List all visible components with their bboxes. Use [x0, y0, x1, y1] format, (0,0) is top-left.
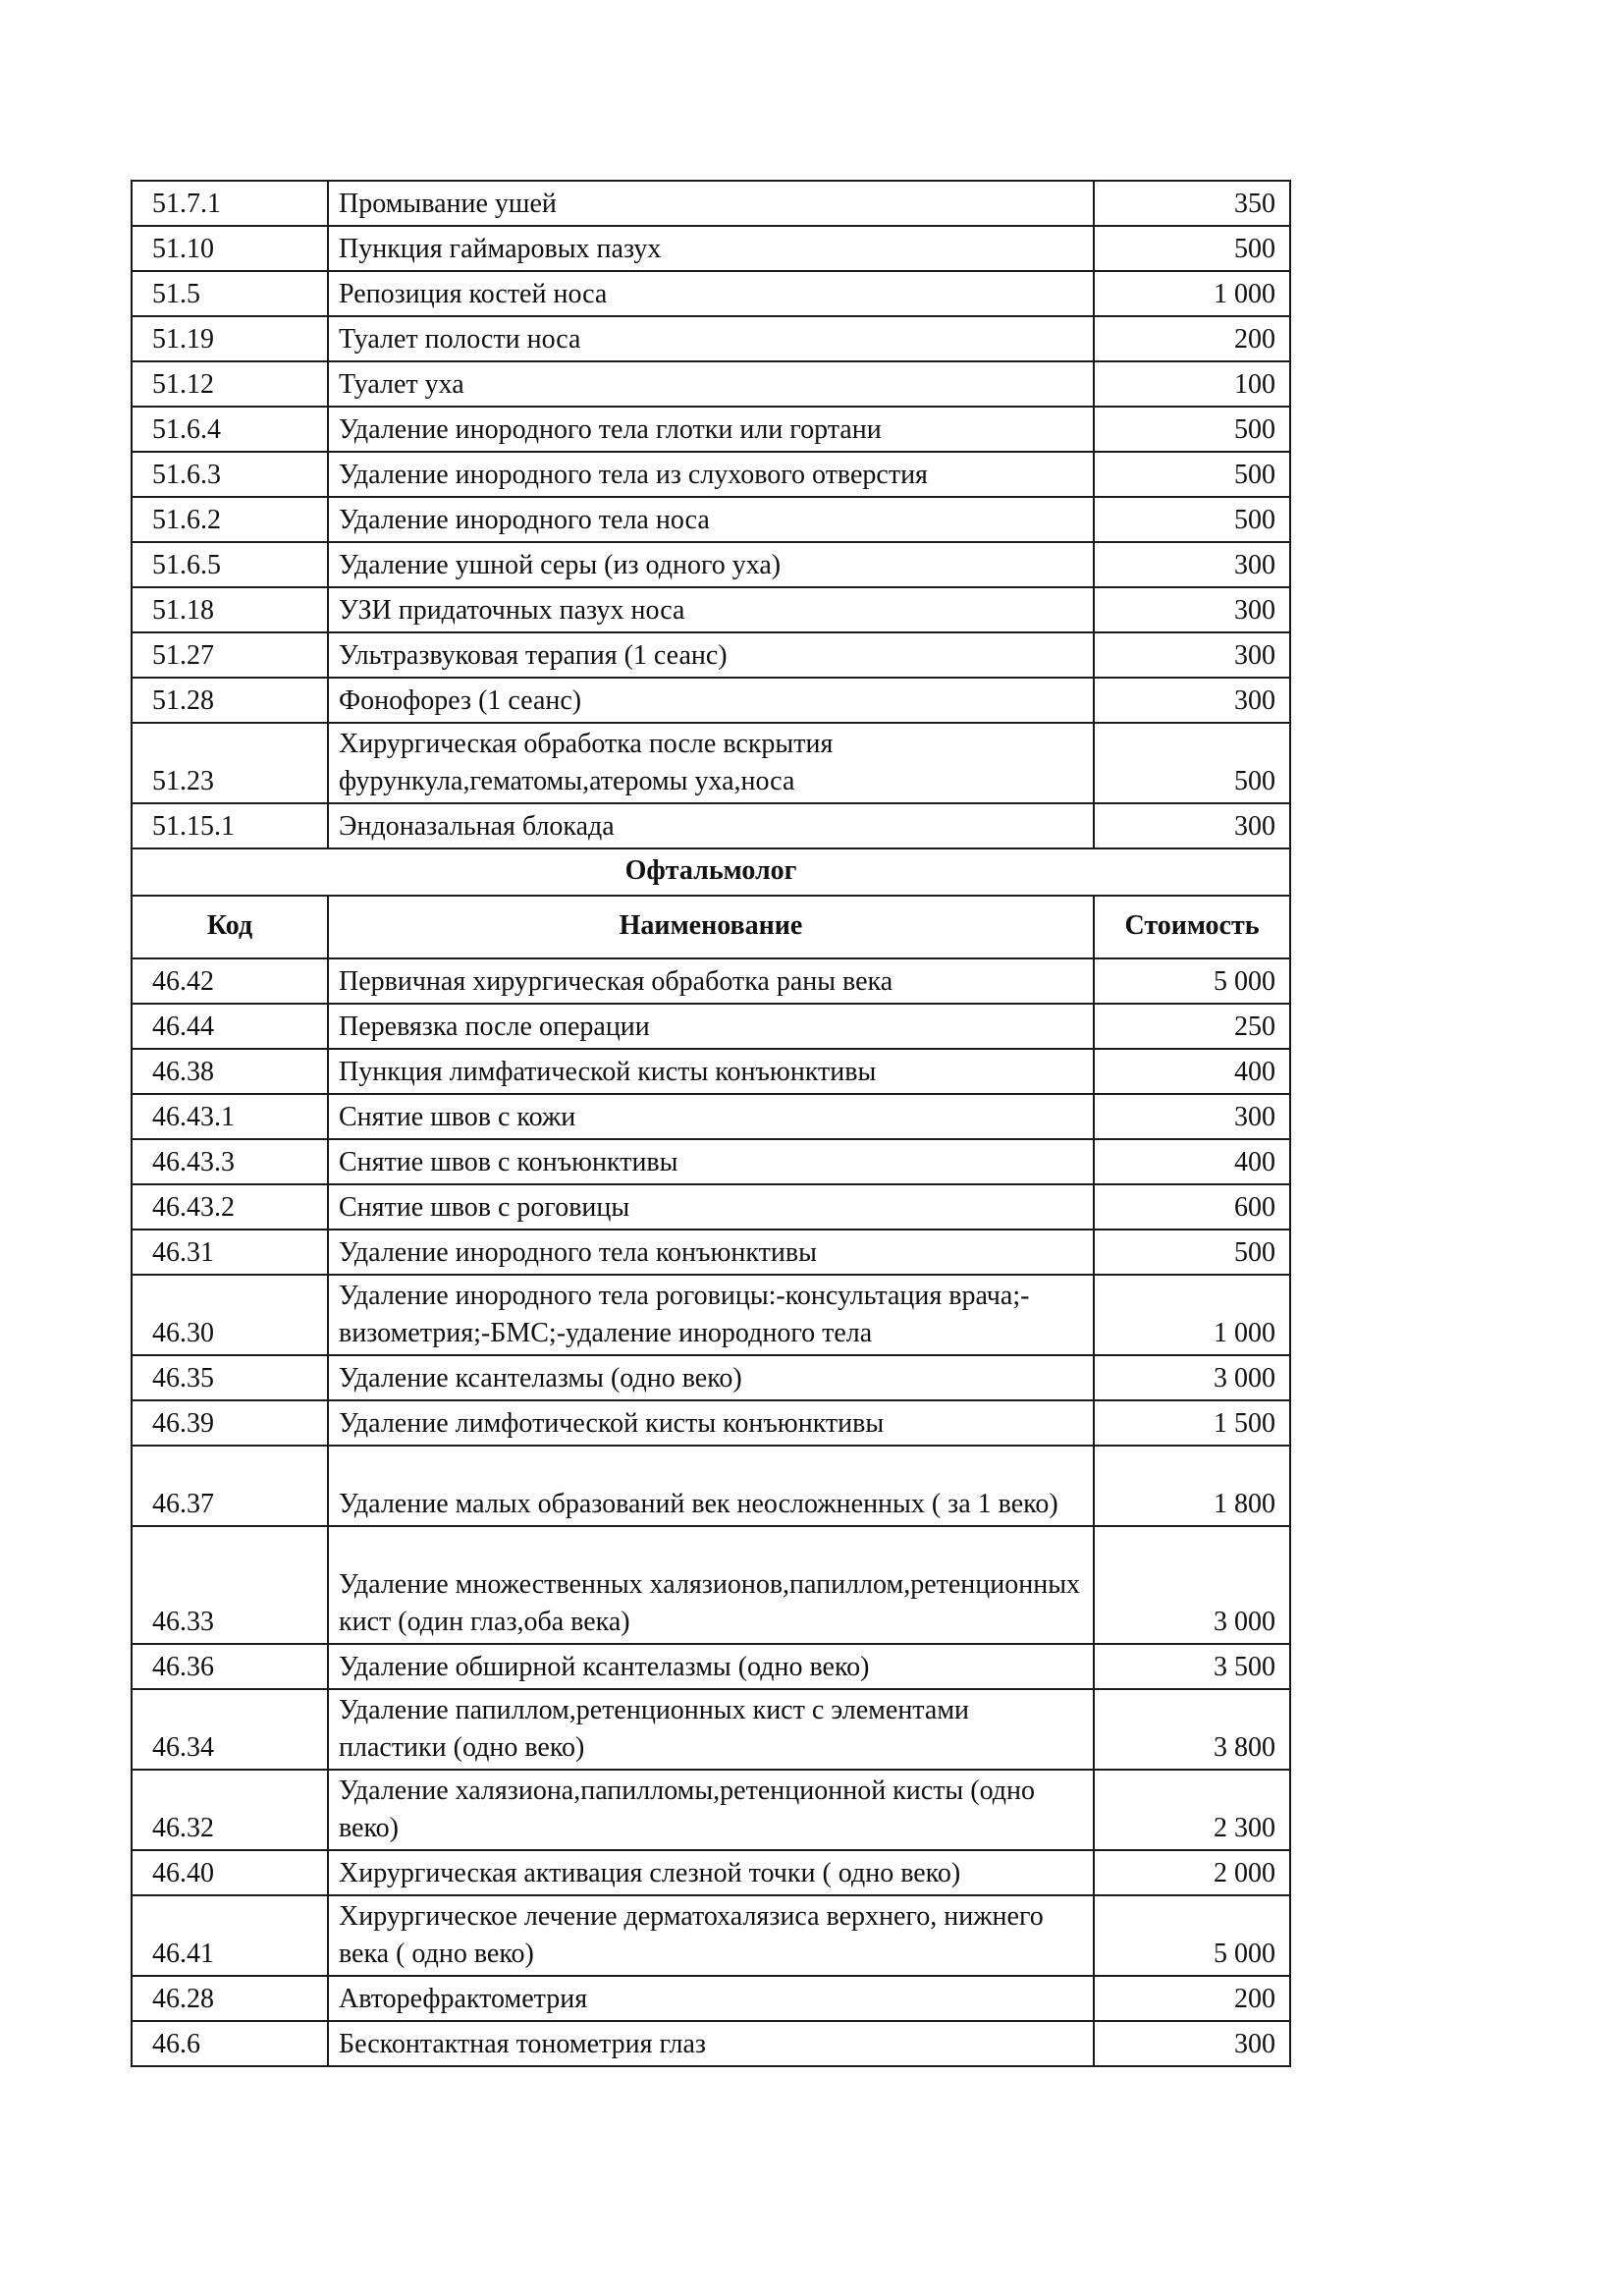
table-row [132, 1770, 1290, 1850]
name-cell: Пункция гаймаровых пазух [328, 226, 1094, 271]
column-header-row [132, 896, 1290, 958]
price-cell: 500 [1094, 226, 1290, 271]
code-cell: 51.12 [132, 361, 328, 407]
price-table [131, 180, 1291, 2067]
code-cell: 46.43.1 [132, 1094, 328, 1139]
price-cell: 400 [1094, 1049, 1290, 1094]
price-cell: 300 [1094, 587, 1290, 632]
price-cell: 3 800 [1094, 1689, 1290, 1770]
table-row [132, 1446, 1290, 1526]
code-cell: 46.31 [132, 1230, 328, 1275]
name-cell: Авторефрактометрия [328, 1976, 1094, 2021]
section-title: Офтальмолог [132, 848, 1290, 896]
name-cell: Промывание ушей [328, 181, 1094, 226]
table-row [132, 271, 1290, 316]
price-cell: 3 000 [1094, 1526, 1290, 1644]
name-cell: Удаление ушной серы (из одного уха) [328, 542, 1094, 587]
table-row [132, 1526, 1290, 1644]
code-cell: 46.36 [132, 1644, 328, 1689]
code-cell: 46.43.2 [132, 1184, 328, 1230]
price-cell: 3 000 [1094, 1355, 1290, 1400]
table-row [132, 587, 1290, 632]
price-cell: 5 000 [1094, 958, 1290, 1004]
code-cell: 51.6.3 [132, 452, 328, 497]
name-cell: Хирургическая обработка после вскрытия фурункула,гематомы,атеромы уха,носа [328, 723, 1094, 803]
name-cell: Первичная хирургическая обработка раны века [328, 958, 1094, 1004]
name-cell: Ультразвуковая терапия (1 сеанс) [328, 632, 1094, 678]
price-cell: 300 [1094, 803, 1290, 848]
code-cell: 51.5 [132, 271, 328, 316]
price-cell: 100 [1094, 361, 1290, 407]
code-cell: 46.44 [132, 1004, 328, 1049]
table-row [132, 181, 1290, 226]
name-cell: Удаление инородного тела роговицы:-консультация врача;-визометрия;-БМС;-удаление инородного тела [328, 1275, 1094, 1355]
name-cell: Удаление инородного тела носа [328, 497, 1094, 542]
name-cell: Удаление малых образований век неосложненных ( за 1 веко) [328, 1446, 1094, 1526]
table-row [132, 1895, 1290, 1976]
name-cell: Удаление инородного тела конъюнктивы [328, 1230, 1094, 1275]
code-cell: 51.19 [132, 316, 328, 361]
table-row [132, 407, 1290, 452]
name-cell: Удаление халязиона,папилломы,ретенционной кисты (одно веко) [328, 1770, 1094, 1850]
price-cell: 500 [1094, 497, 1290, 542]
price-cell: 5 000 [1094, 1895, 1290, 1976]
price-cell: 3 500 [1094, 1644, 1290, 1689]
name-cell: УЗИ придаточных пазух носа [328, 587, 1094, 632]
name-cell: Хирургическое лечение дерматохалязиса верхнего, нижнего века ( одно веко) [328, 1895, 1094, 1976]
price-cell: 1 000 [1094, 1275, 1290, 1355]
price-cell: 250 [1094, 1004, 1290, 1049]
code-cell: 46.32 [132, 1770, 328, 1850]
price-cell: 200 [1094, 316, 1290, 361]
table-row [132, 316, 1290, 361]
code-cell: 51.28 [132, 678, 328, 723]
name-cell: Туалет полости носа [328, 316, 1094, 361]
code-cell: 46.43.3 [132, 1139, 328, 1184]
name-cell: Снятие швов с конъюнктивы [328, 1139, 1094, 1184]
price-cell: 500 [1094, 407, 1290, 452]
price-cell: 350 [1094, 181, 1290, 226]
ophthalmology-header-body [132, 848, 1290, 958]
price-cell: 1 800 [1094, 1446, 1290, 1526]
code-cell: 46.6 [132, 2021, 328, 2066]
code-cell: 51.10 [132, 226, 328, 271]
table-row [132, 542, 1290, 587]
price-cell: 500 [1094, 452, 1290, 497]
code-cell: 51.27 [132, 632, 328, 678]
code-cell: 46.35 [132, 1355, 328, 1400]
header-name: Наименование [328, 896, 1094, 958]
price-cell: 500 [1094, 1230, 1290, 1275]
table-row [132, 723, 1290, 803]
price-cell: 2 000 [1094, 1850, 1290, 1895]
name-cell: Эндоназальная блокада [328, 803, 1094, 848]
table-row [132, 958, 1290, 1004]
price-cell: 300 [1094, 542, 1290, 587]
name-cell: Удаление ксантелазмы (одно веко) [328, 1355, 1094, 1400]
price-cell: 2 300 [1094, 1770, 1290, 1850]
code-cell: 51.18 [132, 587, 328, 632]
code-cell: 51.6.2 [132, 497, 328, 542]
table-row [132, 1976, 1290, 2021]
table-row [132, 1049, 1290, 1094]
table-row [132, 678, 1290, 723]
name-cell: Хирургическая активация слезной точки ( одно веко) [328, 1850, 1094, 1895]
code-cell: 46.39 [132, 1400, 328, 1446]
table-row [132, 1644, 1290, 1689]
name-cell: Фонофорез (1 сеанс) [328, 678, 1094, 723]
price-cell: 300 [1094, 2021, 1290, 2066]
name-cell: Бесконтактная тонометрия глаз [328, 2021, 1094, 2066]
code-cell: 51.6.4 [132, 407, 328, 452]
table-row [132, 361, 1290, 407]
table-row [132, 1139, 1290, 1184]
code-cell: 46.42 [132, 958, 328, 1004]
header-code: Код [132, 896, 328, 958]
price-cell: 400 [1094, 1139, 1290, 1184]
price-cell: 200 [1094, 1976, 1290, 2021]
price-cell: 1 500 [1094, 1400, 1290, 1446]
ent-section-body [132, 181, 1290, 848]
header-price: Стоимость [1094, 896, 1290, 958]
table-row [132, 452, 1290, 497]
name-cell: Удаление инородного тела глотки или гортани [328, 407, 1094, 452]
name-cell: Удаление инородного тела из слухового отверстия [328, 452, 1094, 497]
table-row [132, 1004, 1290, 1049]
table-row [132, 1094, 1290, 1139]
price-cell: 300 [1094, 678, 1290, 723]
code-cell: 46.33 [132, 1526, 328, 1644]
table-row [132, 1184, 1290, 1230]
price-cell: 300 [1094, 1094, 1290, 1139]
table-row [132, 803, 1290, 848]
code-cell: 46.41 [132, 1895, 328, 1976]
code-cell: 46.28 [132, 1976, 328, 2021]
table-row [132, 497, 1290, 542]
name-cell: Снятие швов с кожи [328, 1094, 1094, 1139]
table-row [132, 2021, 1290, 2066]
code-cell: 46.34 [132, 1689, 328, 1770]
price-list-sheet [131, 180, 1289, 2067]
code-cell: 51.15.1 [132, 803, 328, 848]
table-row [132, 226, 1290, 271]
table-row [132, 1355, 1290, 1400]
table-row [132, 1850, 1290, 1895]
section-title-row [132, 848, 1290, 896]
code-cell: 46.38 [132, 1049, 328, 1094]
name-cell: Перевязка после операции [328, 1004, 1094, 1049]
name-cell: Удаление обширной ксантелазмы (одно веко) [328, 1644, 1094, 1689]
code-cell: 51.6.5 [132, 542, 328, 587]
price-cell: 1 000 [1094, 271, 1290, 316]
code-cell: 46.40 [132, 1850, 328, 1895]
table-row [132, 1275, 1290, 1355]
table-row [132, 1230, 1290, 1275]
code-cell: 46.30 [132, 1275, 328, 1355]
name-cell: Туалет уха [328, 361, 1094, 407]
table-row [132, 1689, 1290, 1770]
name-cell: Удаление папиллом,ретенционных кист с элементами пластики (одно веко) [328, 1689, 1094, 1770]
name-cell: Пункция лимфатической кисты конъюнктивы [328, 1049, 1094, 1094]
name-cell: Удаление лимфотической кисты конъюнктивы [328, 1400, 1094, 1446]
ophthalmology-section-body [132, 958, 1290, 2066]
code-cell: 51.7.1 [132, 181, 328, 226]
code-cell: 51.23 [132, 723, 328, 803]
table-row [132, 1400, 1290, 1446]
code-cell: 46.37 [132, 1446, 328, 1526]
price-cell: 300 [1094, 632, 1290, 678]
name-cell: Удаление множественных халязионов,папиллом,ретенционных кист (один глаз,оба века) [328, 1526, 1094, 1644]
price-cell: 600 [1094, 1184, 1290, 1230]
name-cell: Снятие швов с роговицы [328, 1184, 1094, 1230]
name-cell: Репозиция костей носа [328, 271, 1094, 316]
table-row [132, 632, 1290, 678]
price-cell: 500 [1094, 723, 1290, 803]
